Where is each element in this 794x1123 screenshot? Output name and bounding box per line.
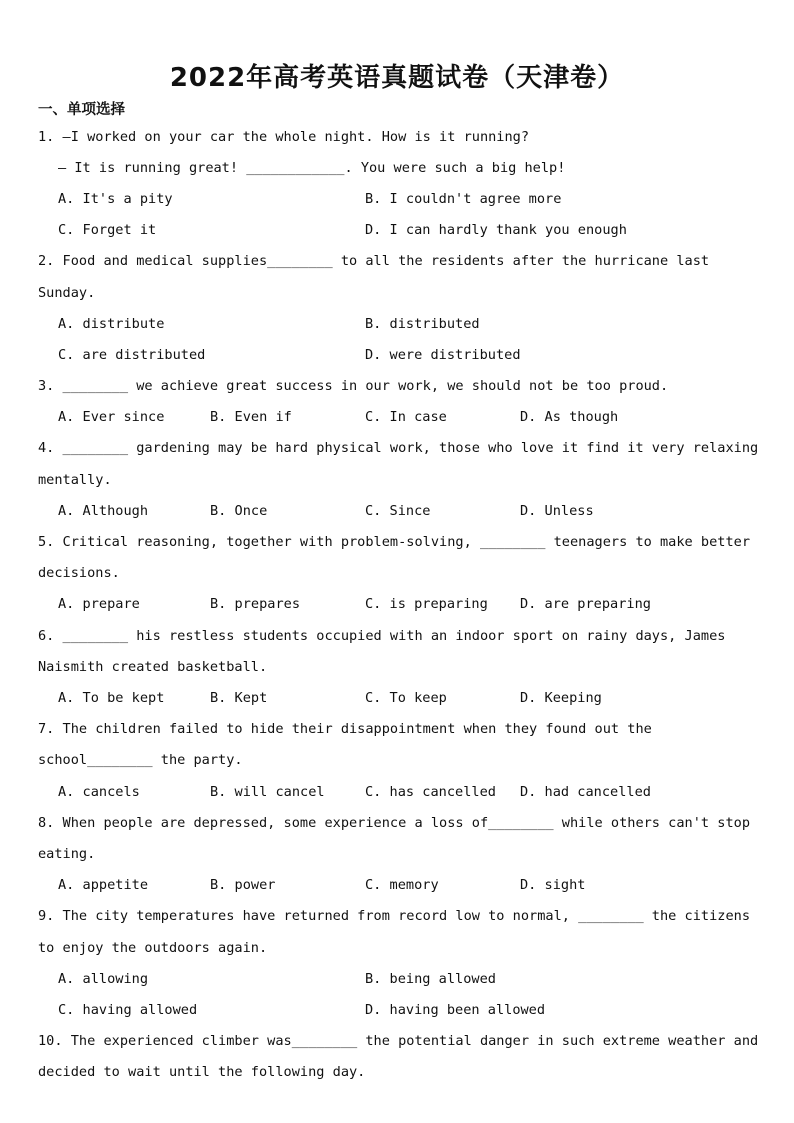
q3-stem: 3. ________ we achieve great success in our work, we should not be too proud.: [38, 378, 669, 394]
q6-option-d: D. Keeping: [520, 690, 602, 706]
q4-stem-line2: mentally.: [38, 472, 112, 488]
q1-stem-line2: — It is running great! ____________. You were such a big help!: [58, 160, 566, 176]
q5-stem: 5. Critical reasoning, together with problem-solving, ________ teenagers to make better: [38, 534, 751, 550]
q4-option-c: C. Since: [365, 503, 431, 519]
q8-option-d: D. sight: [520, 877, 586, 893]
q7-stem: 7. The children failed to hide their disappointment when they found out the: [38, 721, 652, 737]
q9-stem-line2: to enjoy the outdoors again.: [38, 940, 268, 956]
q5-option-c: C. is preparing: [365, 596, 488, 612]
q4-stem: 4. ________ gardening may be hard physical work, those who love it find it very relaxing: [38, 440, 759, 456]
q7-option-a: A. cancels: [58, 784, 140, 800]
q2-stem: 2. Food and medical supplies________ to all the residents after the hurricane last: [38, 253, 710, 269]
q2-option-d: D. were distributed: [365, 347, 521, 363]
q1-stem: 1. —I worked on your car the whole night. How is it running?: [38, 129, 530, 145]
q8-option-c: C. memory: [365, 877, 439, 893]
q5-stem-line2: decisions.: [38, 565, 120, 581]
q4-option-b: B. Once: [210, 503, 268, 519]
q1-option-d: D. I can hardly thank you enough: [365, 222, 627, 238]
q9-stem: 9. The city temperatures have returned from record low to normal, ________ the citizens: [38, 908, 751, 924]
q8-option-b: B. power: [210, 877, 276, 893]
q4-option-a: A. Although: [58, 503, 149, 519]
q2-option-a: A. distribute: [58, 316, 165, 332]
q10-stem: 10. The experienced climber was________ the potential danger in such extreme weather and: [38, 1033, 759, 1049]
q6-stem-line2: Naismith created basketball.: [38, 659, 268, 675]
section-heading: 一、单项选择: [38, 102, 125, 118]
q3-option-b: B. Even if: [210, 409, 292, 425]
q7-option-b: B. will cancel: [210, 784, 325, 800]
q8-option-a: A. appetite: [58, 877, 149, 893]
q6-stem: 6. ________ his restless students occupied with an indoor sport on rainy days, James: [38, 628, 726, 644]
q1-option-b: B. I couldn't agree more: [365, 191, 562, 207]
q1-option-c: C. Forget it: [58, 222, 157, 238]
q9-option-c: C. having allowed: [58, 1002, 198, 1018]
q6-option-b: B. Kept: [210, 690, 268, 706]
q3-option-d: D. As though: [520, 409, 619, 425]
q7-option-d: D. had cancelled: [520, 784, 651, 800]
q2-option-c: C. are distributed: [58, 347, 206, 363]
q3-option-a: A. Ever since: [58, 409, 165, 425]
q9-option-d: D. having been allowed: [365, 1002, 546, 1018]
q7-stem-line2: school________ the party.: [38, 752, 243, 768]
q8-stem: 8. When people are depressed, some experience a loss of________ while others can't stop: [38, 815, 751, 831]
q8-stem-line2: eating.: [38, 846, 96, 862]
q6-option-c: C. To keep: [365, 690, 447, 706]
q5-option-a: A. prepare: [58, 596, 140, 612]
page-title: 2022年高考英语真题试卷（天津卷）: [169, 63, 625, 93]
q7-option-c: C. has cancelled: [365, 784, 496, 800]
q6-option-a: A. To be kept: [58, 690, 165, 706]
q2-stem-line2: Sunday.: [38, 285, 96, 301]
q4-option-d: D. Unless: [520, 503, 594, 519]
q1-option-a: A. It's a pity: [58, 191, 173, 207]
q9-option-b: B. being allowed: [365, 971, 496, 987]
q5-option-d: D. are preparing: [520, 596, 651, 612]
q5-option-b: B. prepares: [210, 596, 301, 612]
q9-option-a: A. allowing: [58, 971, 149, 987]
q3-option-c: C. In case: [365, 409, 447, 425]
q2-option-b: B. distributed: [365, 316, 480, 332]
q10-stem-line2: decided to wait until the following day.: [38, 1064, 366, 1080]
